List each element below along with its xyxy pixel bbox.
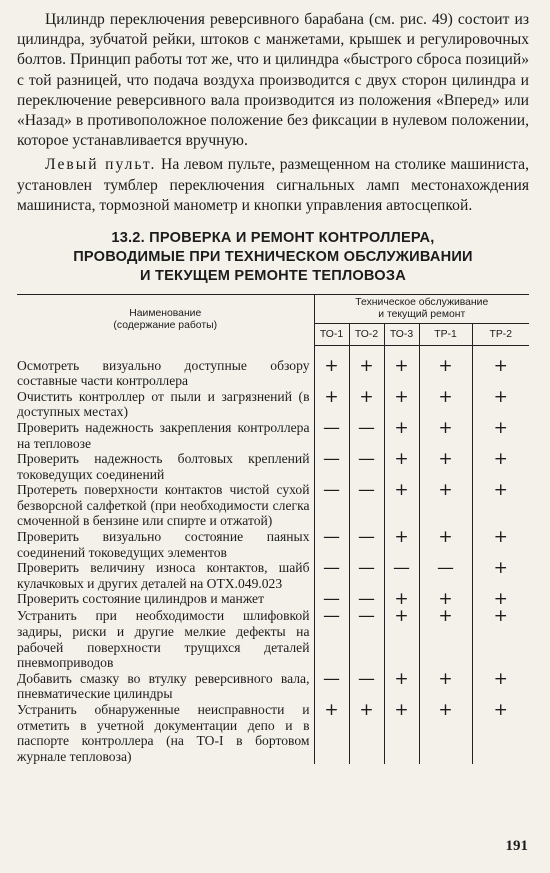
maintenance-mark: +	[419, 608, 472, 670]
maintenance-mark: —	[314, 591, 349, 608]
header-line: Наименование	[129, 308, 202, 320]
maintenance-mark: +	[384, 420, 419, 451]
maintenance-mark: +	[472, 591, 529, 608]
maintenance-mark: +	[349, 702, 384, 764]
paragraph-text: На левом пульте, размещенном на столике машиниста, установлен тумблер переключения сигнальных ламп местонахождения машиниста, тормозной манометр и кнопки управления автосцепкой.	[17, 156, 529, 214]
maintenance-mark: +	[419, 420, 472, 451]
table-row	[17, 389, 529, 420]
table-row	[17, 420, 529, 451]
maintenance-mark: +	[472, 529, 529, 560]
maintenance-mark: +	[419, 702, 472, 764]
table-header-row	[17, 295, 529, 324]
work-description: Протереть поверхности контактов чистой сухой безворсной салфеткой (при необходимости слегка смоченной в бензине или спирте и отжатой)	[17, 482, 310, 529]
maintenance-mark: —	[349, 560, 384, 591]
column-header: ТР-2	[472, 324, 529, 346]
header-line: Техническое обслуживание	[355, 297, 489, 309]
maintenance-mark: —	[349, 451, 384, 482]
work-description: Проверить величину износа контактов, шайб кулачковых и других деталей на ОТХ.049.023	[17, 560, 310, 591]
table-row	[17, 671, 529, 702]
maintenance-mark: +	[384, 671, 419, 702]
maintenance-mark: —	[384, 560, 419, 591]
spacer-cell	[17, 346, 314, 358]
maintenance-mark: +	[419, 591, 472, 608]
maintenance-mark: +	[419, 358, 472, 389]
work-description: Осмотреть визуально доступные обзору составные части контроллера	[17, 357, 310, 389]
maintenance-mark: +	[472, 451, 529, 482]
maintenance-mark: +	[314, 358, 349, 389]
section-heading	[17, 229, 529, 286]
maintenance-mark: +	[472, 482, 529, 529]
maintenance-mark: +	[384, 702, 419, 764]
column-header: ТО-1	[314, 324, 349, 346]
work-description: Проверить надежность болтовых креплений токоведущих соединений	[17, 451, 310, 482]
table-row	[17, 702, 529, 764]
maintenance-mark: —	[314, 608, 349, 670]
paragraph-lead: Левый пульт.	[45, 156, 157, 174]
book-page	[17, 10, 529, 764]
maintenance-mark: +	[419, 451, 472, 482]
heading-line: 13.2. ПРОВЕРКА И РЕМОНТ КОНТРОЛЛЕРА,	[111, 230, 435, 247]
maintenance-mark: +	[314, 389, 349, 420]
paragraph-left-console	[17, 155, 529, 216]
paragraph-cylinder	[17, 10, 529, 151]
paragraph-text: Цилиндр переключения реверсивного барабана (см. рис. 49) состоит из цилиндра, зубчатой рейки, штоков с манжетами, крышек и регулировочных болтов. Принцип работы тот же, что и цилиндра «быстрого сброса позиций» с той разницей, что подача воздуха производится с двух сторон цилиндра и переключение реверсивного вала производится из положения «Вперед» или «Назад» в противоположное положение без фиксации в нулевом положении, которое устанавливается вручную.	[17, 11, 529, 150]
work-description: Проверить визуально состояние паяных соединений токоведущих элементов	[17, 529, 310, 560]
work-description: Проверить надежность закрепления контроллера на тепловозе	[17, 419, 310, 451]
maintenance-mark: —	[349, 671, 384, 702]
maintenance-mark: —	[349, 482, 384, 529]
page-number: 191	[505, 838, 528, 854]
maintenance-mark: +	[349, 358, 384, 389]
maintenance-mark: —	[349, 591, 384, 608]
maintenance-mark: +	[472, 702, 529, 764]
maintenance-mark: +	[384, 482, 419, 529]
maintenance-group-header	[314, 295, 529, 324]
maintenance-mark: +	[384, 451, 419, 482]
maintenance-mark: +	[472, 608, 529, 670]
table-row	[17, 560, 529, 591]
maintenance-mark: +	[384, 608, 419, 670]
maintenance-mark: +	[349, 389, 384, 420]
column-header: ТО-2	[349, 324, 384, 346]
maintenance-mark: +	[472, 389, 529, 420]
maintenance-mark: +	[472, 358, 529, 389]
maintenance-mark: +	[384, 389, 419, 420]
maintenance-mark: —	[314, 529, 349, 560]
work-description: Очистить контроллер от пыли и загрязнений (в доступных местах)	[17, 388, 310, 420]
maintenance-mark: +	[472, 671, 529, 702]
maintenance-mark: —	[314, 451, 349, 482]
table-row	[17, 358, 529, 389]
table-row	[17, 451, 529, 482]
table-row	[17, 608, 529, 670]
maintenance-mark: —	[349, 608, 384, 670]
work-description: Устранить обнаруженные неисправности и отметить в учетной документации депо и в паспорте контроллера (на ТО-I в бортовом журнале тепловоза)	[17, 702, 310, 764]
maintenance-mark: —	[314, 420, 349, 451]
work-description: Проверить состояние цилиндров и манжет	[17, 591, 265, 607]
maintenance-mark: +	[472, 560, 529, 591]
maintenance-mark: +	[314, 702, 349, 764]
maintenance-mark: —	[314, 671, 349, 702]
work-description: Добавить смазку во втулку реверсивного вала, пневматические цилиндры	[17, 670, 310, 702]
name-column-header	[17, 295, 314, 346]
heading-line: И ТЕКУЩЕМ РЕМОНТЕ ТЕПЛОВОЗА	[140, 268, 406, 285]
table-row	[17, 482, 529, 529]
table-body	[17, 346, 529, 765]
maintenance-mark: +	[472, 420, 529, 451]
maintenance-mark: +	[384, 529, 419, 560]
maintenance-table	[17, 294, 529, 764]
maintenance-mark: —	[314, 560, 349, 591]
maintenance-mark: +	[419, 671, 472, 702]
maintenance-mark: —	[349, 529, 384, 560]
maintenance-mark: —	[419, 560, 472, 591]
maintenance-mark: +	[419, 529, 472, 560]
maintenance-mark: —	[349, 420, 384, 451]
table-row	[17, 529, 529, 560]
work-description: Устранить при необходимости шлифовкой задиры, риски и другие мелкие дефекты на рабочей поверхности трущихся деталей пневмоприводов	[17, 608, 310, 671]
header-line: (содержание работы)	[113, 320, 218, 332]
column-header: ТО-3	[384, 324, 419, 346]
maintenance-mark: +	[384, 358, 419, 389]
maintenance-mark: +	[419, 389, 472, 420]
column-header: ТР-1	[419, 324, 472, 346]
heading-line: ПРОВОДИМЫЕ ПРИ ТЕХНИЧЕСКОМ ОБСЛУЖИВАНИИ	[73, 249, 473, 266]
maintenance-mark: +	[384, 591, 419, 608]
maintenance-mark: —	[314, 482, 349, 529]
header-line: и текущий ремонт	[378, 309, 466, 321]
maintenance-mark: +	[419, 482, 472, 529]
